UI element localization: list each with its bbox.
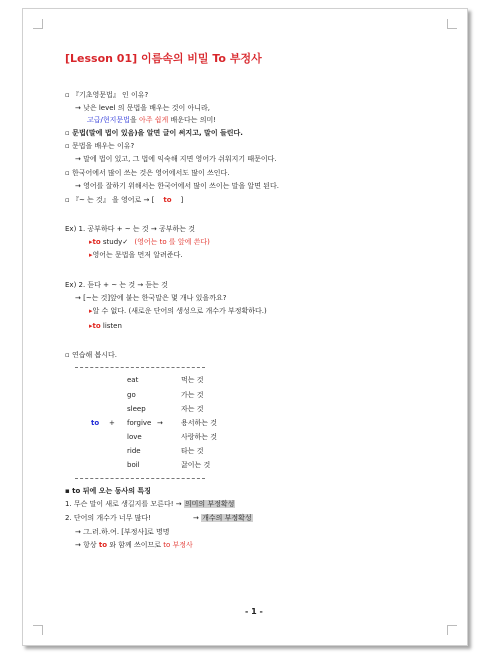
meaning-item: 타는 것: [181, 447, 204, 455]
meaning-item: 자는 것: [181, 405, 204, 413]
text-fragment: listen: [100, 322, 122, 330]
check-mark-icon: ✓: [122, 238, 129, 246]
example2-line-4: [89, 322, 122, 331]
text-fragment: → 항상: [75, 541, 99, 549]
intro-line-6: ▫ 한국어에서 많이 쓰는 것은 영어에서도 많이 쓰인다.: [65, 169, 230, 177]
count-uncertainty-highlight: 개수의 부정확성: [202, 514, 252, 522]
practice-heading: ▫ 연습해 봅시다.: [65, 351, 117, 359]
crop-mark-top-left: [33, 19, 43, 29]
meaning-item: 용서하는 것: [181, 419, 218, 427]
crop-mark-bottom-right: [447, 625, 457, 635]
text-fragment: 영어는 문법을 먼저 알려준다.: [92, 251, 183, 259]
plus-sign: +: [109, 419, 115, 427]
intro-line-2: → 낮은 level 의 문법을 배우는 것이 아니라,: [75, 104, 210, 112]
to-keyword: to: [92, 238, 101, 246]
intro-line-1: ▫ 『기초영문법』 인 이유?: [65, 91, 149, 99]
feature-line-1: [65, 500, 235, 509]
crop-mark-top-right: [447, 19, 457, 29]
features-heading: ▪ to 뒤에 오는 동사의 특징: [65, 487, 151, 495]
intro-line-4: ▫ 문법을 배우는 이유?: [65, 142, 135, 150]
verb-item: forgive: [127, 419, 152, 427]
verb-item: sleep: [127, 405, 146, 413]
verb-item: eat: [127, 376, 139, 384]
text-fragment: ▫ 『~ 는 것』 을 영어로 → [: [65, 196, 155, 204]
red-triangle-icon: ▸: [89, 238, 93, 246]
example1-line-1: Ex) 1. 공부하다 + ~ 는 것 → 공부하는 것: [65, 225, 195, 233]
very-easily-text: 아주 쉽게: [138, 116, 169, 124]
text-fragment: 1. 무슨 말이 새로 생길지를 모른다! →: [65, 500, 184, 508]
verb-item: boil: [127, 461, 140, 469]
text-fragment: 배운다는 의미!: [168, 116, 217, 124]
text-fragment: →: [193, 514, 202, 522]
red-triangle-icon: ▸: [89, 251, 93, 259]
dashed-divider: [75, 478, 205, 479]
meaning-item: 가는 것: [181, 391, 204, 399]
text-fragment: 2. 단어의 개수가 너무 많다!: [65, 514, 152, 522]
verb-item: love: [127, 433, 142, 441]
feature-line-3: → 그.러.하.여. [부정사]로 명명: [75, 528, 170, 536]
to-keyword: to: [92, 322, 101, 330]
lesson-title: [Lesson 01] 이름속의 비밀 To 부정사: [65, 52, 262, 65]
feature-line-2: [65, 514, 253, 523]
feature-line-4: [75, 541, 193, 550]
verb-item: ride: [127, 447, 141, 455]
crop-mark-bottom-left: [33, 625, 43, 635]
document-page: [22, 8, 468, 646]
to-keyword: to: [163, 196, 172, 204]
intro-line-3: ▫ 문법(말에 법이 있음)을 알면 글이 써지고, 말이 들린다.: [65, 129, 243, 137]
intro-line-8: [65, 196, 183, 205]
dashed-divider: [75, 367, 205, 368]
example2-line-2: → [~는 것]앞에 붙는 한국말은 몇 개나 있을까요?: [75, 294, 227, 302]
text-fragment: study: [100, 238, 123, 246]
to-keyword: to: [98, 541, 107, 549]
red-triangle-icon: ▸: [89, 307, 93, 315]
example1-line-3: [89, 251, 183, 260]
intro-line-2b: [87, 116, 216, 125]
to-infinitive-term: to 부정사: [163, 541, 193, 549]
red-note: (영어는 to 를 앞에 쓴다): [134, 238, 210, 246]
text-fragment: 알 수 없다. (새로운 단어의 생성으로 개수가 부정확하다.): [92, 307, 267, 315]
verb-item: go: [127, 391, 136, 399]
red-triangle-icon: ▸: [89, 322, 93, 330]
text-fragment: ]: [180, 196, 184, 204]
meaning-uncertainty-highlight: 의미의 부정확성: [184, 500, 235, 508]
meaning-item: 먹는 것: [181, 376, 204, 384]
page-number: - 1 -: [245, 607, 263, 616]
example1-line-2: [89, 238, 210, 247]
practice-arrow: →: [157, 419, 163, 427]
meaning-item: 끓이는 것: [181, 461, 211, 469]
example2-line-1: Ex) 2. 듣다 + ~ 는 것 → 듣는 것: [65, 281, 168, 289]
example2-line-3: [89, 307, 267, 316]
text-fragment: 와 함께 쓰이므로: [107, 541, 164, 549]
meaning-item: 사랑하는 것: [181, 433, 218, 441]
practice-to-label: to: [91, 419, 100, 427]
text-fragment: 을: [129, 116, 139, 124]
advanced-grammar-text: 고급/현지문법: [87, 116, 130, 124]
intro-line-5: → 말에 법이 있고, 그 법에 익숙해 지면 영어가 쉬워지기 때문이다.: [75, 155, 277, 163]
intro-line-7: → 영어를 잘하기 위해서는 한국어에서 많이 쓰이는 말을 알면 된다.: [75, 182, 279, 190]
